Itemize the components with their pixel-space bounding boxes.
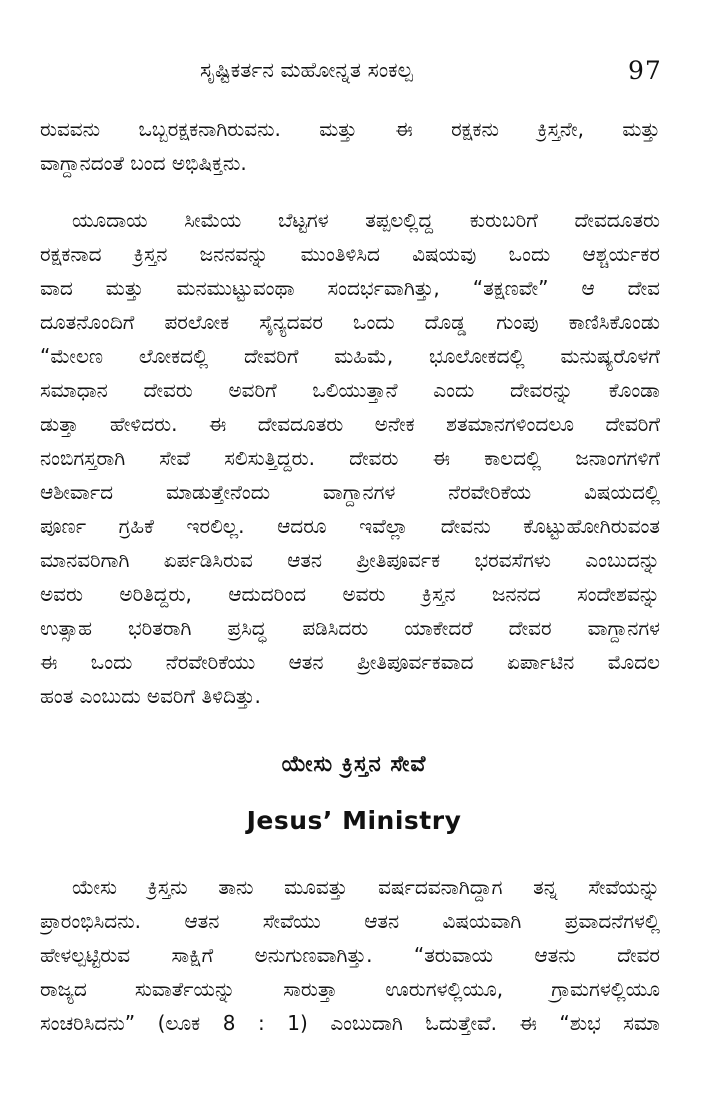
text-line: ರುವವನು ಒಬ್ಬರಕ್ಷಕನಾಗಿರುವನು. ಮತ್ತು ಈ ರಕ್ಷಕನು ಕ್ರಿಸ್ತನೇ, ಮತ್ತು <box>40 117 660 141</box>
running-title: ಸೃಷ್ಟಿಕರ್ತನ ಮಹೋನ್ನತ ಸಂಕಲ್ಪ <box>200 58 413 82</box>
text-line: ಹೇಳಲ್ಪಟ್ಟಿರುವ ಸಾಕ್ಷಿಗೆ ಅನುಗುಣವಾಗಿತ್ತು. “ತರುವಾಯ ಆತನು ದೇವರ <box>40 943 660 967</box>
paragraph <box>40 203 660 713</box>
text-line: “ಮೇಲಣ ಲೋಕದಲ್ಲಿ ದೇವರಿಗೆ ಮಹಿಮೆ, ಭೂಲೋಕದಲ್ಲಿ ಮನುಷ್ಯರೊಳಗೆ <box>40 344 660 368</box>
text-line: ವಾದ ಮತ್ತು ಮನಮುಟ್ಟುವಂಥಾ ಸಂದರ್ಭವಾಗಿತ್ತು, “ತಕ್ಷಣವೇ” ಆ ದೇವ <box>40 276 660 300</box>
text-line: ಹಂತ ಎಂಬುದು ಅವರಿಗೆ ತಿಳಿದಿತ್ತು. <box>40 684 261 708</box>
text-line: ದೂತನೊಂದಿಗೆ ಪರಲೋಕ ಸೈನ್ಯದವರ ಒಂದು ದೊಡ್ಡ ಗುಂಪು ಕಾಣಿಸಿಕೊಂಡು <box>40 310 660 334</box>
text-line: ಉತ್ಸಾಹ ಭರಿತರಾಗಿ ಪ್ರಸಿದ್ಧ ಪಡಿಸಿದರು ಯಾಕೇದರೆ ದೇವರ ವಾಗ್ದಾನಗಳ <box>40 616 660 640</box>
page-number: 97 <box>628 56 662 85</box>
text-line: ಡುತ್ತಾ ಹೇಳಿದರು. ಈ ದೇವದೂತರು ಅನೇಕ ಶತಮಾನಗಳಿಂದಲೂ ದೇವರಿಗೆ <box>40 412 660 436</box>
text-line: ಸಮಾಧಾನ ದೇವರು ಅವರಿಗೆ ಒಲಿಯುತ್ತಾನೆ ಎಂದು ದೇವರನ್ನು ಕೊಂಡಾ <box>40 378 660 402</box>
text-line: ಈ ಒಂದು ನೆರವೇರಿಕೆಯು ಆತನ ಪ್ರೀತಿಪೂರ್ವಕವಾದ ಏರ್ಪಾಟಿನ ಮೊದಲ <box>40 650 660 674</box>
running-header <box>0 56 708 92</box>
text-line: ಪ್ರಾರಂಭಿಸಿದನು. ಆತನ ಸೇವೆಯು ಆತನ ವಿಷಯವಾಗಿ ಪ್ರವಾದನೆಗಳಲ್ಲಿ <box>40 909 660 933</box>
text-line: ಅವರು ಅರಿತಿದ್ದರು, ಆದುದರಿಂದ ಅವರು ಕ್ರಿಸ್ತನ ಜನನದ ಸಂದೇಶವನ್ನು <box>40 582 660 606</box>
text-line: ಪೂರ್ಣ ಗ್ರಹಿಕೆ ಇರಲಿಲ್ಲ. ಆದರೂ ಇವೆಲ್ಲಾ ದೇವನು ಕೊಟ್ಟುಹೋಗಿರುವಂತ <box>40 514 660 538</box>
text-line: ಯೇಸು ಕ್ರಿಸ್ತನು ತಾನು ಮೂವತ್ತು ವರ್ಷದವನಾಗಿದ್ದಾಗ ತನ್ನ ಸೇವೆಯನ್ನು <box>72 875 660 899</box>
paragraph <box>40 870 660 1040</box>
section-heading-english: Jesus’ Ministry <box>246 806 462 835</box>
paragraph <box>40 112 660 180</box>
section-heading-kannada: ಯೇಸು ಕ್ರಿಸ್ತನ ಸೇವೆ <box>281 752 427 777</box>
text-line: ರಕ್ಷಕನಾದ ಕ್ರಿಸ್ತನ ಜನನವನ್ನು ಮುಂತಿಳಿಸಿದ ವಿಷಯವು ಒಂದು ಆಶ್ಚರ್ಯಕರ <box>40 242 660 266</box>
text-line: ಆಶೀರ್ವಾದ ಮಾಡುತ್ತೇನೆಂದು ವಾಗ್ದಾನಗಳ ನೆರವೇರಿಕೆಯ ವಿಷಯದಲ್ಲಿ <box>40 480 660 504</box>
text-line: ಮಾನವರಿಗಾಗಿ ಏರ್ಪಡಿಸಿರುವ ಆತನ ಪ್ರೀತಿಪೂರ್ವಕ ಭರವಸೆಗಳು ಎಂಬುದನ್ನು <box>40 548 660 572</box>
text-line: ರಾಜ್ಯದ ಸುವಾರ್ತೆಯನ್ನು ಸಾರುತ್ತಾ ಊರುಗಳಲ್ಲಿಯೂ, ಗ್ರಾಮಗಳಲ್ಲಿಯೂ <box>40 977 660 1001</box>
text-line: ಯೂದಾಯ ಸೀಮೆಯ ಬೆಟ್ಟಗಳ ತಪ್ಪಲಲ್ಲಿದ್ದ ಕುರುಬರಿಗೆ ದೇವದೂತರು <box>72 208 660 232</box>
text-line: ವಾಗ್ದಾನದಂತೆ ಬಂದ ಅಭಿಷಿಕ್ತನು. <box>40 151 247 175</box>
text-line: ಸಂಚರಿಸಿದನು” (ಲೂಕ 8 : 1) ಎಂಬುದಾಗಿ ಓದುತ್ತೇವೆ. ಈ “ಶುಭ ಸಮಾ <box>40 1011 660 1035</box>
text-line: ನಂಬಿಗಸ್ತರಾಗಿ ಸೇವೆ ಸಲಿಸುತ್ತಿದ್ದರು. ದೇವರು ಈ ಕಾಲದಲ್ಲಿ ಜನಾಂಗಗಳಿಗೆ <box>40 446 660 470</box>
